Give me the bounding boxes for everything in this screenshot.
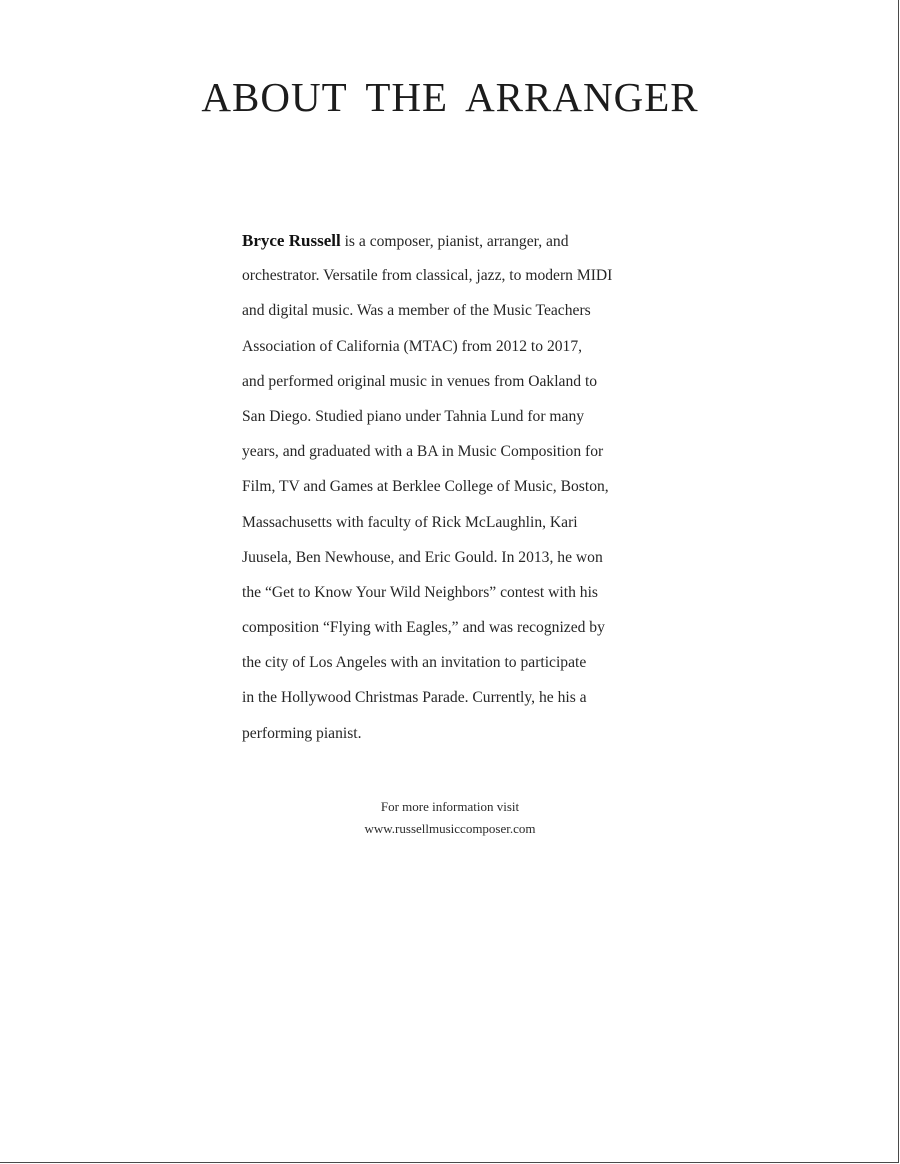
more-info	[0, 796, 900, 840]
bio-line: Film, TV and Games at Berklee College of Music, Boston,	[242, 478, 609, 496]
bio-line: orchestrator. Versatile from classical, jazz, to modern MIDI	[242, 267, 613, 285]
bio-line: Juusela, Ben Newhouse, and Eric Gould. In 2013, he won	[242, 548, 603, 566]
arranger-bio	[242, 226, 682, 754]
bio-line	[242, 226, 682, 261]
more-info-label: For more information visit	[380, 799, 520, 814]
page-title: ABOUT THE ARRANGER	[201, 74, 699, 120]
bio-line: Association of California (MTAC) from 2012 to 2017,	[242, 337, 583, 355]
website-link[interactable]: www.russellmusiccomposer.com	[364, 821, 536, 836]
bio-line: San Diego. Studied piano under Tahnia Lund for many	[242, 407, 585, 425]
bio-line: the city of Los Angeles with an invitation to participate	[242, 654, 587, 672]
bio-line: and performed original music in venues from Oakland to	[242, 372, 598, 390]
arranger-name: Bryce Russell	[242, 231, 341, 250]
bio-line-text: is a composer, pianist, arranger, and	[340, 233, 569, 250]
bio-line: composition “Flying with Eagles,” and was recognized by	[242, 619, 605, 637]
bio-line: Massachusetts with faculty of Rick McLaughlin, Kari	[242, 513, 578, 531]
bio-line: in the Hollywood Christmas Parade. Currently, he his a	[242, 689, 587, 707]
bio-line: years, and graduated with a BA in Music Composition for	[242, 443, 604, 461]
bio-line: performing pianist.	[242, 724, 362, 742]
bio-line: and digital music. Was a member of the Music Teachers	[242, 302, 591, 320]
bio-line: the “Get to Know Your Wild Neighbors” contest with his	[242, 583, 598, 601]
